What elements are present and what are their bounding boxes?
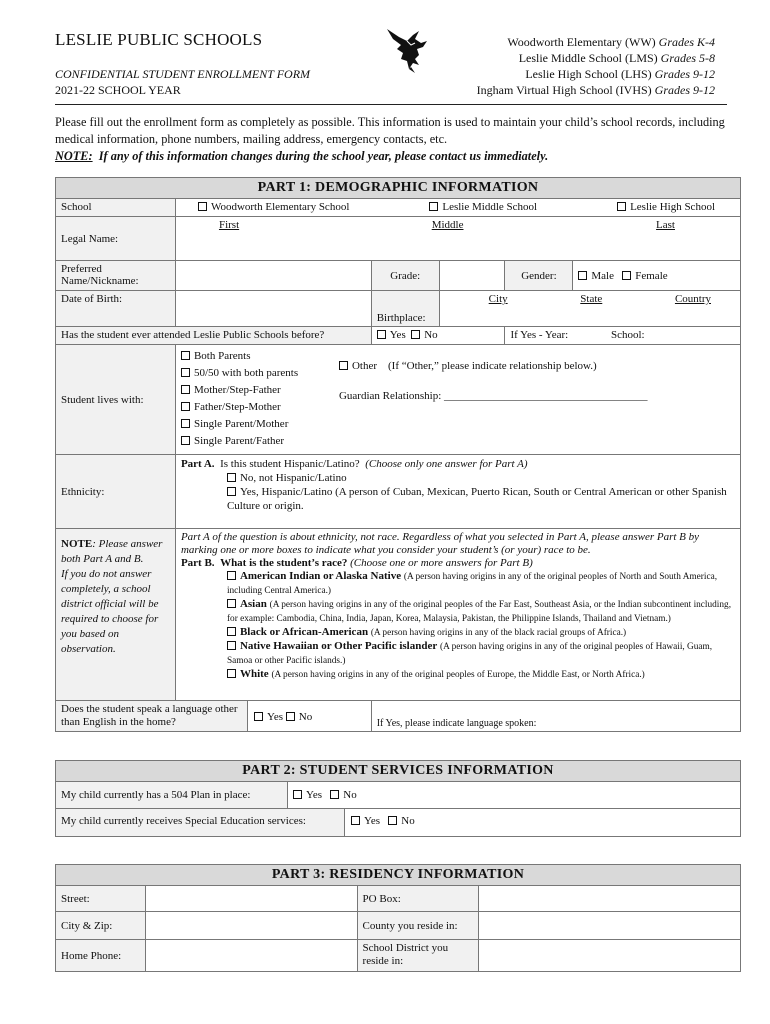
- home-phone-label: Home Phone:: [56, 940, 146, 972]
- country-caption: Country: [674, 293, 711, 305]
- state-caption: State: [580, 293, 603, 305]
- city-caption: City: [488, 293, 508, 305]
- dob-field[interactable]: [175, 291, 371, 327]
- sped-yes-option[interactable]: Yes: [351, 815, 380, 827]
- language-no-option[interactable]: No: [286, 711, 312, 723]
- part-a-label: Part A.: [180, 458, 215, 470]
- dob-label: Date of Birth:: [56, 291, 176, 327]
- part3-table: [55, 864, 741, 972]
- school-district-label: School District you reside in:: [357, 940, 479, 972]
- intro-note-label: NOTE:: [55, 149, 93, 163]
- checkbox[interactable]: [181, 368, 190, 377]
- school-district-field[interactable]: [479, 940, 741, 972]
- checkbox[interactable]: [330, 790, 339, 799]
- checkbox[interactable]: [227, 641, 236, 650]
- attended-yes-option[interactable]: Yes: [377, 329, 406, 341]
- legal-name-label: Legal Name:: [56, 217, 176, 261]
- eagle-logo-icon: [385, 25, 437, 75]
- checkbox[interactable]: [622, 271, 631, 280]
- street-field[interactable]: [145, 886, 357, 912]
- legal-name-field[interactable]: [175, 217, 740, 261]
- plan504-label: My child currently has a 504 Plan in place:: [56, 782, 288, 809]
- middle-name-caption: Middle: [431, 219, 464, 231]
- checkbox[interactable]: [388, 816, 397, 825]
- race-option-pacific-islander[interactable]: Native Hawaiian or Other Pacific islander (A person having origins in any of the original peoples of Hawaii, Guam, Samoa or other Pacific islands.): [226, 640, 713, 666]
- checkbox[interactable]: [181, 351, 190, 360]
- county-label: County you reside in:: [357, 912, 479, 940]
- street-label: Street:: [56, 886, 146, 912]
- lives-with-option[interactable]: Single Parent/Mother: [181, 416, 339, 433]
- part-a-yes-option[interactable]: Yes, Hispanic/Latino (A person of Cuban, Mexican, Puerto Rican, South or Central American or other Spanish Culture or origin.: [226, 486, 727, 512]
- plan504-yes-option[interactable]: Yes: [293, 789, 322, 801]
- school-option-ww[interactable]: Woodworth Elementary School: [198, 201, 349, 213]
- part-b-question: What is the student’s race?: [220, 557, 348, 569]
- checkbox[interactable]: [227, 571, 236, 580]
- checkbox[interactable]: [198, 202, 207, 211]
- district-name: LESLIE PUBLIC SCHOOLS: [55, 30, 263, 49]
- checkbox[interactable]: [181, 436, 190, 445]
- gender-female-option[interactable]: Female: [622, 270, 667, 282]
- school-list-item: Leslie High School (LHS) Grades 9-12: [525, 67, 715, 81]
- checkbox[interactable]: [254, 712, 263, 721]
- part1-table: [55, 177, 741, 732]
- first-name-caption: First: [218, 219, 240, 231]
- home-phone-field[interactable]: [145, 940, 357, 972]
- school-list-item: Ingham Virtual High School (IVHS) Grades 9-12: [476, 83, 715, 97]
- intro-paragraph: [55, 114, 735, 165]
- pobox-field[interactable]: [479, 886, 741, 912]
- checkbox[interactable]: [377, 330, 386, 339]
- race-option-asian[interactable]: Asian (A person having origins in any of the original peoples of the Far East, Southeast Asia, or the Indian subcontinent including, for example: Cambodia, China, India, Japan, Korea, Malaysia, Pakistan, the Philippine Islands, Thailand and Vietnam.): [226, 598, 732, 624]
- school-list-item: Leslie Middle School (LMS) Grades 5-8: [518, 51, 715, 65]
- checkbox[interactable]: [227, 669, 236, 678]
- checkbox[interactable]: [578, 271, 587, 280]
- header-divider: [55, 104, 727, 105]
- checkbox[interactable]: [227, 627, 236, 636]
- checkbox[interactable]: [339, 361, 348, 370]
- attended-school-label: School:: [610, 329, 645, 341]
- pobox-label: PO Box:: [357, 886, 479, 912]
- lives-with-option[interactable]: Mother/Step-Father: [181, 382, 339, 399]
- part2-title: PART 2: STUDENT SERVICES INFORMATION: [56, 761, 741, 782]
- part2-table: [55, 760, 741, 837]
- race-option-black[interactable]: Black or African-American (A person having origins in any of the black racial groups of Africa.): [181, 626, 735, 640]
- lives-with-option[interactable]: Both Parents: [181, 348, 339, 365]
- part-b-label: Part B.: [180, 557, 215, 569]
- cityzip-field[interactable]: [145, 912, 357, 940]
- school-option-lms[interactable]: Leslie Middle School: [429, 201, 537, 213]
- part-a-about: Part A of the question is about ethnicity, not race. Regardless of what you selected in Part A, please answer Part B by marking one or more boxes to indicate what you consider your student’s (or your) race to be.: [180, 531, 700, 556]
- preferred-name-label: Preferred Name/Nickname:: [56, 261, 176, 291]
- lives-with-option[interactable]: Father/Step-Mother: [181, 399, 339, 416]
- sped-no-option[interactable]: No: [388, 815, 414, 827]
- checkbox[interactable]: [181, 385, 190, 394]
- race-option-american-indian[interactable]: American Indian or Alaska Native (A person having origins in any of the original peoples of North and South America, including Central America.): [226, 570, 718, 596]
- part1-title: PART 1: DEMOGRAPHIC INFORMATION: [56, 178, 741, 199]
- birthplace-label: Birthplace:: [371, 291, 439, 327]
- if-yes-year-label: If Yes - Year:: [510, 329, 569, 341]
- part-b-instruction: (Choose one or more answers for Part B): [350, 557, 533, 569]
- last-name-caption: Last: [656, 219, 675, 231]
- checkbox[interactable]: [429, 202, 438, 211]
- checkbox[interactable]: [181, 419, 190, 428]
- school-option-lhs[interactable]: Leslie High School: [617, 201, 715, 213]
- checkbox[interactable]: [617, 202, 626, 211]
- part-a-instruction: (Choose only one answer for Part A): [365, 458, 528, 470]
- other-note: (If “Other,” please indicate relationship below.): [388, 360, 597, 372]
- checkbox[interactable]: [227, 487, 236, 496]
- grade-label: Grade:: [371, 261, 439, 291]
- school-list-item: Woodworth Elementary (WW) Grades K-4: [507, 35, 715, 49]
- part3-title: PART 3: RESIDENCY INFORMATION: [56, 865, 741, 886]
- part-a-question: Is this student Hispanic/Latino?: [220, 458, 360, 470]
- race-option-white[interactable]: White (A person having origins in any of the original peoples of Europe, the Middle East, or North Africa.): [181, 668, 735, 682]
- intro-note-text: If any of this information changes during the school year, please contact us immediately.: [98, 149, 549, 163]
- lives-with-option[interactable]: Single Parent/Father: [181, 433, 339, 450]
- lives-with-option[interactable]: 50/50 with both parents: [181, 365, 339, 382]
- language-yes-option[interactable]: Yes: [254, 711, 283, 723]
- checkbox[interactable]: [411, 330, 420, 339]
- lives-with-other-option[interactable]: Other: [339, 360, 377, 372]
- plan504-no-option[interactable]: No: [330, 789, 356, 801]
- lives-with-options: [181, 348, 339, 450]
- school-year: 2021-22 SCHOOL YEAR: [55, 83, 181, 97]
- checkbox[interactable]: [227, 599, 236, 608]
- race-side-note: NOTE: Please answer both Part A and B. If you do not answer completely, a school district official will be required to choose for you based on observation.: [56, 529, 176, 701]
- birthplace-field[interactable]: [439, 291, 740, 327]
- county-field[interactable]: [479, 912, 741, 940]
- checkbox[interactable]: [351, 816, 360, 825]
- checkbox[interactable]: [286, 712, 295, 721]
- school-label: School: [56, 199, 176, 217]
- language-question: Does the student speak a language other than English in the home?: [56, 701, 248, 731]
- checkbox[interactable]: [181, 402, 190, 411]
- sped-label: My child currently receives Special Education services:: [56, 809, 345, 836]
- language-note[interactable]: If Yes, please indicate language spoken:: [371, 701, 740, 732]
- part-a-no-option[interactable]: No, not Hispanic/Latino: [181, 471, 735, 485]
- guardian-relationship-field[interactable]: Guardian Relationship: _____________________________________: [338, 390, 648, 402]
- lives-with-label: Student lives with:: [56, 345, 176, 455]
- checkbox[interactable]: [293, 790, 302, 799]
- preferred-name-field[interactable]: [175, 261, 371, 291]
- checkbox[interactable]: [227, 473, 236, 482]
- school-list: [477, 34, 715, 98]
- gender-label: Gender:: [505, 261, 573, 291]
- gender-male-option[interactable]: Male: [578, 270, 614, 282]
- grade-field[interactable]: [439, 261, 505, 291]
- attended-question: Has the student ever attended Leslie Public Schools before?: [56, 327, 372, 345]
- form-title: CONFIDENTIAL STUDENT ENROLLMENT FORM: [55, 67, 311, 81]
- attended-no-option[interactable]: No: [411, 329, 437, 341]
- ethnicity-label: Ethnicity:: [56, 455, 176, 529]
- intro-text: Please fill out the enrollment form as completely as possible. This information is used to maintain your child’s school records, including medical information, phone numbers, mailing address, emergency contacts, etc.: [55, 115, 725, 146]
- cityzip-label: City & Zip:: [56, 912, 146, 940]
